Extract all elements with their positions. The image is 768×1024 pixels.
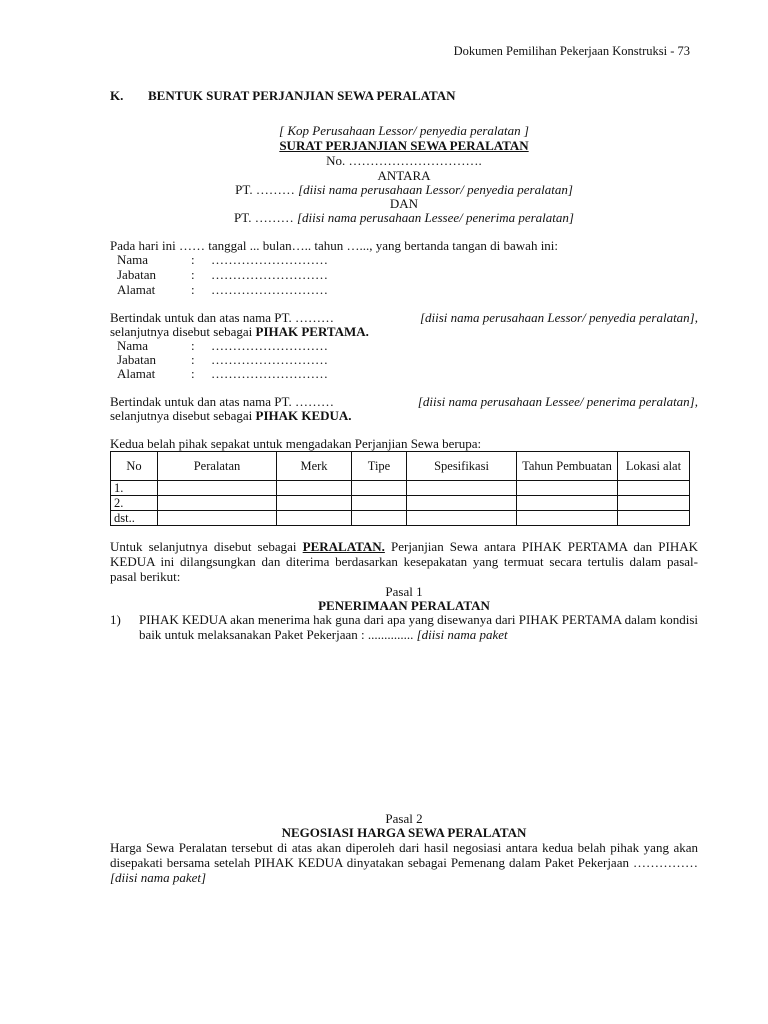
pasal1-item-text (139, 612, 698, 642)
field-row-nama-1 (117, 252, 328, 268)
pasal1-item-body: PIHAK KEDUA akan menerima hak guna dari apa yang disewanya dari PIHAK PERTAMA dalam kondisi baik untuk melaksanakan Paket Pekerjaan : .............. (139, 612, 698, 642)
peralatan-term: PERALATAN. (302, 539, 385, 554)
col-header-spesifikasi: Spesifikasi (407, 452, 517, 481)
field-dots: ……………………… (211, 366, 328, 381)
field-label: Jabatan (117, 267, 156, 282)
table-cell (352, 496, 407, 511)
field-dots: ……………………… (211, 267, 328, 282)
field-label: Nama (117, 252, 149, 267)
pasal1-item-1 (110, 612, 698, 642)
agreement-intro: Kedua belah pihak sepakat untuk mengadakan Perjanjian Sewa berupa: (110, 436, 482, 451)
col-header-no: No (111, 452, 158, 481)
pasal2-fill-hint: [diisi nama paket] (110, 870, 207, 885)
lessor-prefix: PT. ……… (235, 182, 295, 197)
table-row (111, 511, 690, 526)
col-header-lokasi-alat: Lokasi alat (618, 452, 690, 481)
table-cell: 2. (111, 496, 158, 511)
lessee-prefix: PT. ……… (234, 210, 294, 225)
field-dots: ……………………… (211, 338, 328, 353)
table-cell (277, 496, 352, 511)
field-colon: : (191, 338, 195, 353)
kop-placeholder: [ Kop Perusahaan Lessor/ penyedia peralatan ] (279, 123, 529, 138)
table-cell (618, 496, 690, 511)
pasal1-item-fill-hint: [diisi nama paket (416, 627, 508, 642)
table-cell (618, 511, 690, 526)
field-dots: ……………………… (211, 282, 328, 297)
pasal1-title: PENERIMAAN PERALATAN (318, 598, 490, 613)
table-cell (407, 511, 517, 526)
table-cell (352, 481, 407, 496)
after-table-paragraph (110, 539, 698, 584)
field-colon: : (191, 267, 195, 282)
pasal1-label: Pasal 1 (385, 584, 423, 599)
table-header-row (111, 452, 690, 481)
field-label: Alamat (117, 282, 156, 297)
field-label: Nama (117, 338, 149, 353)
pasal2-body: Harga Sewa Peralatan tersebut di atas akan diperoleh dari hasil negosiasi antara kedua belah pihak yang akan disepakati bersama setelah PIHAK KEDUA dinyatakan sebagai Pemenang dalam Paket Pekerjaan …………… (110, 840, 698, 870)
table-cell: 1. (111, 481, 158, 496)
table-cell (407, 496, 517, 511)
pasal2-title: NEGOSIASI HARGA SEWA PERALATAN (281, 825, 527, 840)
table-cell (407, 481, 517, 496)
pihak-pertama-desc: selanjutnya disebut sebagai (110, 324, 253, 339)
pihak-pertama-fill-hint: [diisi nama perusahaan Lessor/ penyedia peralatan], (419, 310, 698, 325)
table-cell (158, 496, 277, 511)
col-header-tahun-pembuatan: Tahun Pembuatan (517, 452, 618, 481)
col-header-peralatan: Peralatan (158, 452, 277, 481)
table-row (111, 496, 690, 511)
table-cell (618, 481, 690, 496)
agreement-title: SURAT PERJANJIAN SEWA PERALATAN (279, 138, 529, 153)
dan-label: DAN (389, 196, 419, 211)
lessee-fill-hint: [diisi nama perusahaan Lessee/ penerima peralatan] (297, 210, 574, 225)
field-row-alamat-1 (117, 282, 328, 298)
after-table-lead: Untuk selanjutnya disebut sebagai (110, 539, 297, 554)
intro-text: Pada hari ini …… tanggal ... bulan….. tahun …..., yang bertanda tangan di bawah ini: (110, 238, 559, 253)
table-cell (517, 496, 618, 511)
antara-label: ANTARA (377, 168, 431, 183)
after-table-body: Perjanjian Sewa antara PIHAK PERTAMA dan PIHAK KEDUA ini dilangsungkan dan diterima berdasarkan kesepakatan yang termuat secara tertulis dalam pasal- pasal berikut: (110, 539, 698, 584)
pasal2-label: Pasal 2 (385, 811, 423, 826)
table-cell (517, 511, 618, 526)
pihak-kedua-desc: selanjutnya disebut sebagai (110, 408, 253, 423)
pihak-kedua-label: PIHAK KEDUA. (255, 408, 352, 423)
pihak-kedua-line2 (110, 408, 352, 424)
pasal2-paragraph (110, 840, 698, 885)
field-row-jabatan-1 (117, 267, 328, 283)
table-cell (517, 481, 618, 496)
field-label: Alamat (117, 366, 156, 381)
field-colon: : (191, 282, 195, 297)
field-colon: : (191, 352, 195, 367)
table-cell (158, 511, 277, 526)
table-cell (277, 481, 352, 496)
field-dots: ……………………… (211, 252, 328, 267)
pihak-pertama-label: PIHAK PERTAMA. (255, 324, 369, 339)
field-dots: ……………………… (211, 352, 328, 367)
table-cell: dst.. (111, 511, 158, 526)
page-header: Dokumen Pemilihan Pekerjaan Konstruksi - 73 (453, 44, 690, 58)
field-colon: : (191, 252, 195, 267)
field-row-alamat-2 (117, 366, 328, 382)
field-label: Jabatan (117, 352, 156, 367)
lessor-fill-hint: [diisi nama perusahaan Lessor/ penyedia peralatan] (298, 182, 573, 197)
section-letter: K. (110, 88, 124, 103)
equipment-table (110, 451, 690, 526)
agreement-number: No. …………………………. (326, 153, 482, 168)
col-header-tipe: Tipe (352, 452, 407, 481)
table-cell (277, 511, 352, 526)
section-heading (110, 88, 455, 104)
pihak-pertama-text: Bertindak untuk dan atas nama PT. ……… (110, 310, 334, 325)
pihak-kedua-fill-hint: [diisi nama perusahaan Lessee/ penerima peralatan], (417, 394, 698, 409)
table-cell (352, 511, 407, 526)
list-number: 1) (110, 612, 121, 627)
section-title: BENTUK SURAT PERJANJIAN SEWA PERALATAN (148, 88, 456, 103)
pihak-kedua-text: Bertindak untuk dan atas nama PT. ……… (110, 394, 334, 409)
lessee-company-line (110, 210, 698, 226)
table-cell (158, 481, 277, 496)
col-header-merk: Merk (277, 452, 352, 481)
field-colon: : (191, 366, 195, 381)
table-row (111, 481, 690, 496)
